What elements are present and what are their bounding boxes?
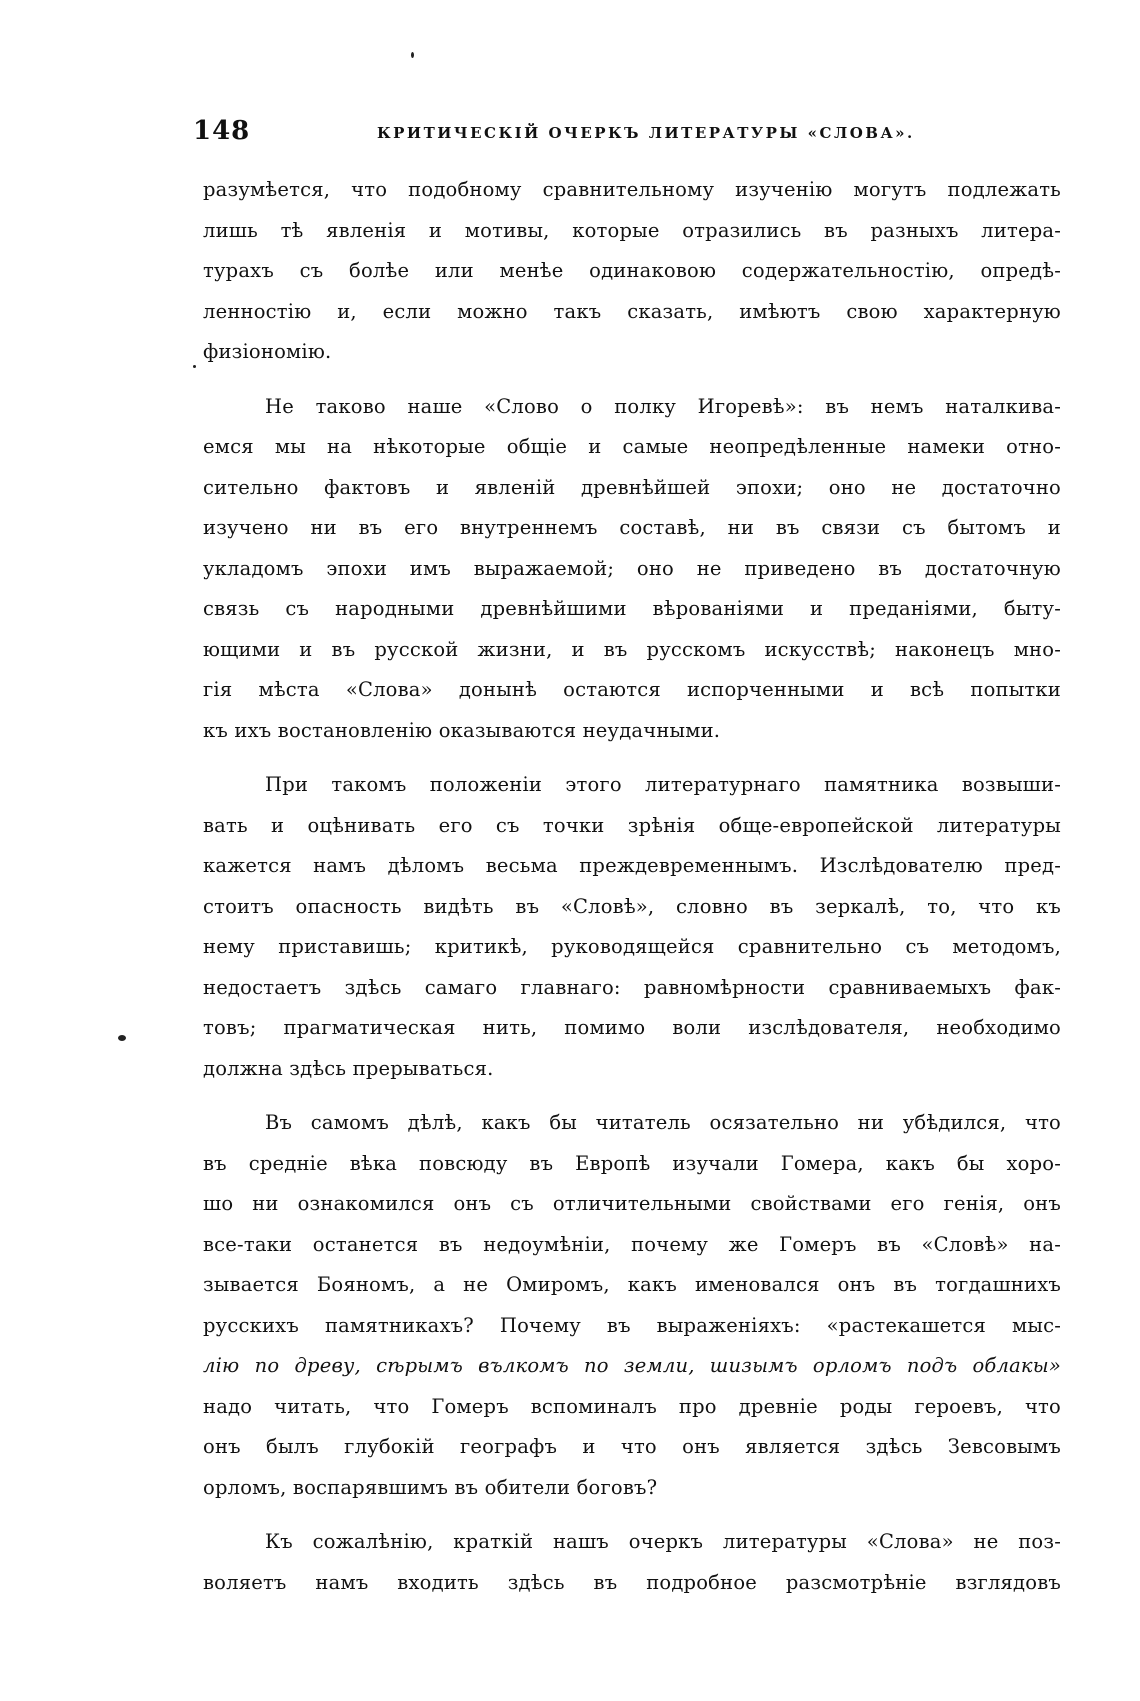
text-line: сительно фактовъ и явленій древнѣйшей эпохи; оно не достаточно	[203, 475, 1061, 499]
running-head	[193, 116, 923, 156]
scan-speck	[411, 52, 414, 58]
text-line: орломъ, воспарявшимъ въ обители боговъ?	[203, 1475, 658, 1499]
paragraph	[203, 1522, 1061, 1603]
page-number: 148	[193, 116, 251, 146]
body-text	[203, 170, 1061, 1617]
text-line: должна здѣсь прерываться.	[203, 1056, 494, 1080]
text-line: въ средніе вѣка повсюду въ Европѣ изучали Гомера, какъ бы хоро-	[203, 1151, 1061, 1175]
scan-speck	[118, 1035, 126, 1041]
text-line: емся мы на нѣкоторые общіе и самые неопредѣленные намеки отно-	[203, 435, 1061, 458]
text-line: Не таково наше «Слово о полку Игоревѣ»: въ немъ наталкива-	[265, 394, 1061, 418]
text-line: шо ни ознакомился онъ съ отличительными свойствами его генія, онъ	[203, 1192, 1061, 1215]
paragraph	[203, 170, 1061, 373]
text-line: связь съ народными древнѣйшими вѣрованіями и преданіями, быту-	[203, 597, 1061, 620]
text-line: укладомъ эпохи имъ выражаемой; оно не приведено въ достаточную	[203, 556, 1061, 580]
text-line: физіономію.	[203, 340, 332, 363]
scan-speck	[193, 365, 196, 368]
paragraph	[203, 1103, 1061, 1508]
text-line: нему приставишь; критикѣ, руководящейся сравнительно съ методомъ,	[203, 935, 1061, 958]
paragraph	[203, 387, 1061, 752]
text-line: ющими и въ русской жизни, и въ русскомъ искусствѣ; наконецъ мно-	[203, 637, 1061, 661]
text-line: русскихъ памятникахъ? Почему въ выраженіяхъ: «растекашется мыс-	[203, 1313, 1061, 1337]
text-line: При такомъ положеніи этого литературнаго памятника возвыши-	[265, 773, 1061, 796]
text-line-italic-quote: лію по древу, сѣрымъ вълкомъ по земли, шизымъ орломъ подъ облакы»	[203, 1354, 1061, 1377]
text-line: зывается Бояномъ, а не Омиромъ, какъ именовался онъ въ тогдашнихъ	[203, 1273, 1061, 1296]
text-line: гія мѣста «Слова» донынѣ остаются испорченными и всѣ попытки	[203, 678, 1061, 701]
text-line: разумѣется, что подобному сравнительному изученію могутъ подлежать	[203, 178, 1061, 201]
text-line: недостаетъ здѣсь самаго главнаго: равномѣрности сравниваемыхъ фак-	[203, 975, 1061, 999]
text-line: все-таки останется въ недоумѣніи, почему же Гомеръ въ «Словѣ» на-	[203, 1232, 1061, 1256]
text-line: кажется намъ дѣломъ весьма преждевременнымъ. Изслѣдователю пред-	[203, 854, 1061, 877]
text-line: турахъ съ болѣе или менѣе одинаковою содержательностію, опредѣ-	[203, 259, 1061, 282]
text-line: къ ихъ востановленію оказываются неудачными.	[203, 718, 721, 742]
text-line: ленностію и, если можно такъ сказать, имѣютъ свою характерную	[203, 299, 1061, 323]
text-line: лишь тѣ явленія и мотивы, которые отразились въ разныхъ литера-	[203, 218, 1061, 242]
paragraph	[203, 765, 1061, 1089]
text-line: стоитъ опасность видѣть въ «Словѣ», словно въ зеркалѣ, то, что къ	[203, 894, 1061, 918]
text-line: онъ былъ глубокій географъ и что онъ является здѣсь Зевсовымъ	[203, 1435, 1061, 1458]
text-line: товъ; прагматическая нить, помимо воли изслѣдователя, необходимо	[203, 1016, 1061, 1039]
text-line: Въ самомъ дѣлѣ, какъ бы читатель осязательно ни убѣдился, что	[265, 1111, 1061, 1134]
text-line: изучено ни въ его внутреннемъ составѣ, ни въ связи съ бытомъ и	[203, 516, 1061, 539]
text-line: вать и оцѣнивать его съ точки зрѣнія обще-европейской литературы	[203, 813, 1061, 837]
text-line: Къ сожалѣнію, краткій нашъ очеркъ литературы «Слова» не поз-	[265, 1530, 1061, 1553]
text-line: воляетъ намъ входить здѣсь въ подробное разсмотрѣніе взглядовъ	[203, 1570, 1061, 1594]
text-line: надо читать, что Гомеръ вспоминалъ про древніе роды героевъ, что	[203, 1394, 1061, 1418]
running-title: КРИТИЧЕСКІЙ ОЧЕРКЪ ЛИТЕРАТУРЫ «СЛОВА».	[377, 124, 915, 142]
